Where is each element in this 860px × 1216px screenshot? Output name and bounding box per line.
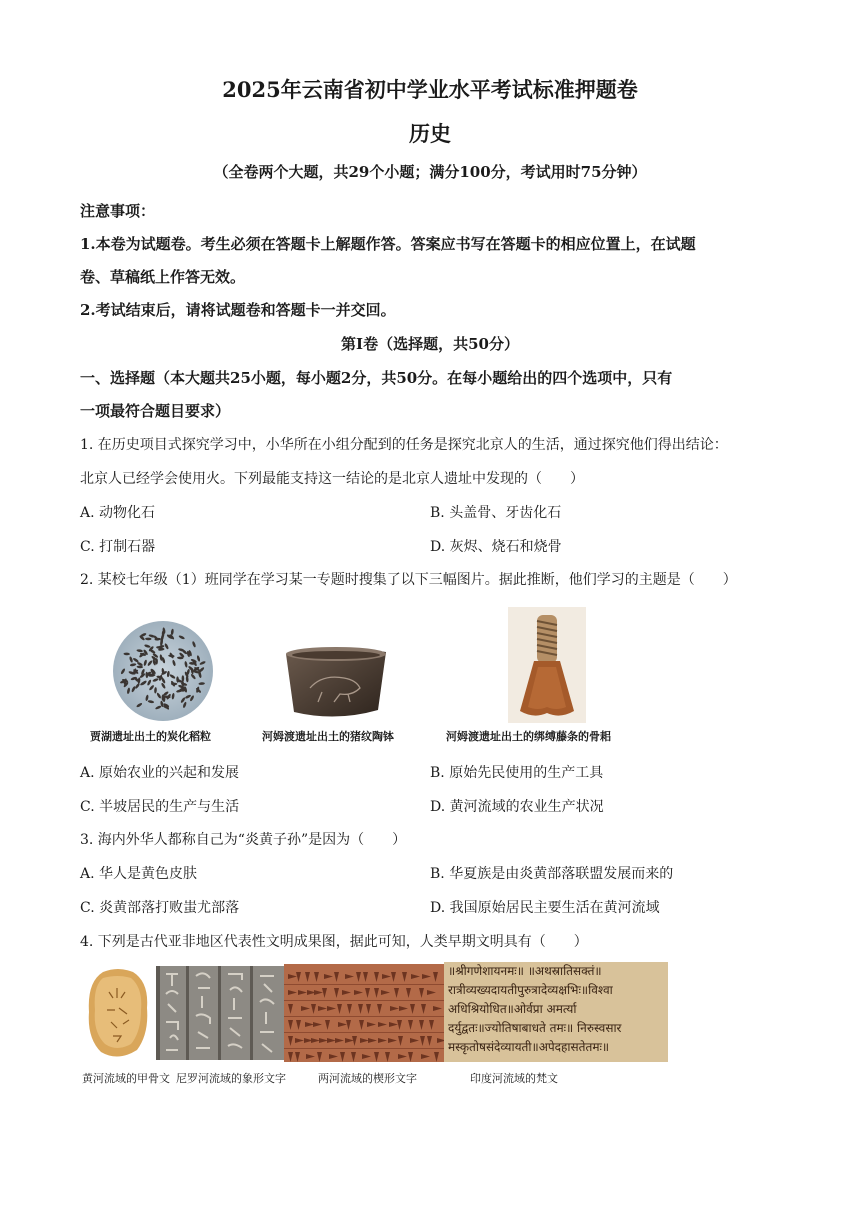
q3-option-b: B. 华夏族是由炎黄部落联盟发展而来的 [430, 866, 674, 882]
sanskrit-line-1: ॥श्रीगणेशायनमः॥ ॥अथस्रातिसक्तं॥ [448, 964, 602, 978]
sanskrit-line-3: अधिश्रियोधित॥ओर्वप्रा अमर्त्या [448, 1002, 577, 1016]
q3-option-a: A. 华人是黄色皮肤 [80, 866, 198, 882]
notice-item1-line1: 1.本卷为试题卷。考生必须在答题卡上解题作答。答案应书写在答题卡的相应位置上，在试题 [80, 235, 696, 253]
notice-heading: 注意事项： [80, 202, 156, 220]
q2-option-b: B. 原始先民使用的生产工具 [430, 765, 604, 781]
q4-caption-1: 黄河流域的甲骨文 [82, 1072, 170, 1085]
sanskrit-line-5: मस्कृतोषसंदेव्यायती॥अपेदहासतेतमः॥ [448, 1040, 610, 1054]
oracle-bone-image [83, 968, 153, 1060]
sanskrit-line-4: दर्युद्वतः॥ज्योतिषाबाधते तमः॥ निरुस्वसार [448, 1021, 622, 1035]
carbonized-rice-image [112, 620, 214, 722]
q2-stem: 2. 某校七年级（1）班同学在学习某一专题时搜集了以下三幅图片。据此推断，他们学习的主题是（ ） [80, 572, 737, 588]
q2-option-d: D. 黄河流域的农业生产状况 [430, 799, 604, 815]
notice-item2: 2.考试结束后，请将试题卷和答题卡一并交回。 [80, 301, 396, 319]
q4-stem: 4. 下列是古代亚非地区代表性文明成果图，据此可知，人类早期文明具有（ ） [80, 934, 588, 950]
bone-spade-image [508, 607, 586, 723]
q2-caption-3: 河姆渡遗址出土的绑缚藤条的骨耜 [446, 730, 611, 743]
q3-option-d: D. 我国原始居民主要生活在黄河流域 [430, 900, 660, 916]
q4-caption-4: 印度河流域的梵文 [470, 1072, 558, 1085]
q2-option-c: C. 半坡居民的生产与生活 [80, 799, 240, 815]
q2-option-a: A. 原始农业的兴起和发展 [80, 765, 240, 781]
exam-title: 2025年云南省初中学业水平考试标准押题卷 [222, 77, 638, 102]
pig-pattern-bowl-image [282, 644, 390, 724]
q1-stem-line2: 北京人已经学会使用火。下列最能支持这一结论的是北京人遗址中发现的（ ） [80, 471, 584, 487]
exam-info: （全卷两个大题，共29个小题；满分100分，考试用时75分钟） [213, 163, 647, 181]
q1-stem-line1: 1. 在历史项目式探究学习中，小华所在小组分配到的任务是探究北京人的生活，通过探究他们得出结论： [80, 437, 728, 453]
subject-title: 历史 [409, 121, 451, 146]
hieroglyph-image [156, 966, 284, 1060]
q3-stem: 3. 海内外华人都称自己为“炎黄子孙”是因为（ ） [80, 832, 407, 848]
section-heading-line1: 一、选择题（本大题共25小题，每小题2分，共50分。在每小题给出的四个选项中，只有 [80, 369, 673, 387]
q3-option-c: C. 炎黄部落打败蚩尤部落 [80, 900, 240, 916]
q2-caption-2: 河姆渡遗址出土的猪纹陶钵 [262, 730, 394, 743]
q1-option-a: A. 动物化石 [80, 505, 156, 521]
q2-caption-1: 贾湖遗址出土的炭化稻粒 [90, 730, 211, 743]
part1-heading: 第Ⅰ卷（选择题，共50分） [341, 335, 519, 353]
sanskrit-line-2: रात्रीव्यख्यदायतीपुरुत्रादेव्यक्षभिः॥विश्वा [448, 983, 613, 997]
q1-option-b: B. 头盖骨、牙齿化石 [430, 505, 562, 521]
cuneiform-image [284, 964, 444, 1062]
notice-item1-line2: 卷、草稿纸上作答无效。 [80, 268, 246, 286]
q4-caption-3: 两河流域的楔形文字 [318, 1072, 417, 1085]
sanskrit-manuscript-image [444, 962, 668, 1062]
q1-option-d: D. 灰烬、烧石和烧骨 [430, 539, 562, 555]
section-heading-line2: 一项最符合题目要求） [80, 402, 231, 420]
q1-option-c: C. 打制石器 [80, 539, 156, 555]
q4-caption-2: 尼罗河流域的象形文字 [176, 1072, 286, 1085]
